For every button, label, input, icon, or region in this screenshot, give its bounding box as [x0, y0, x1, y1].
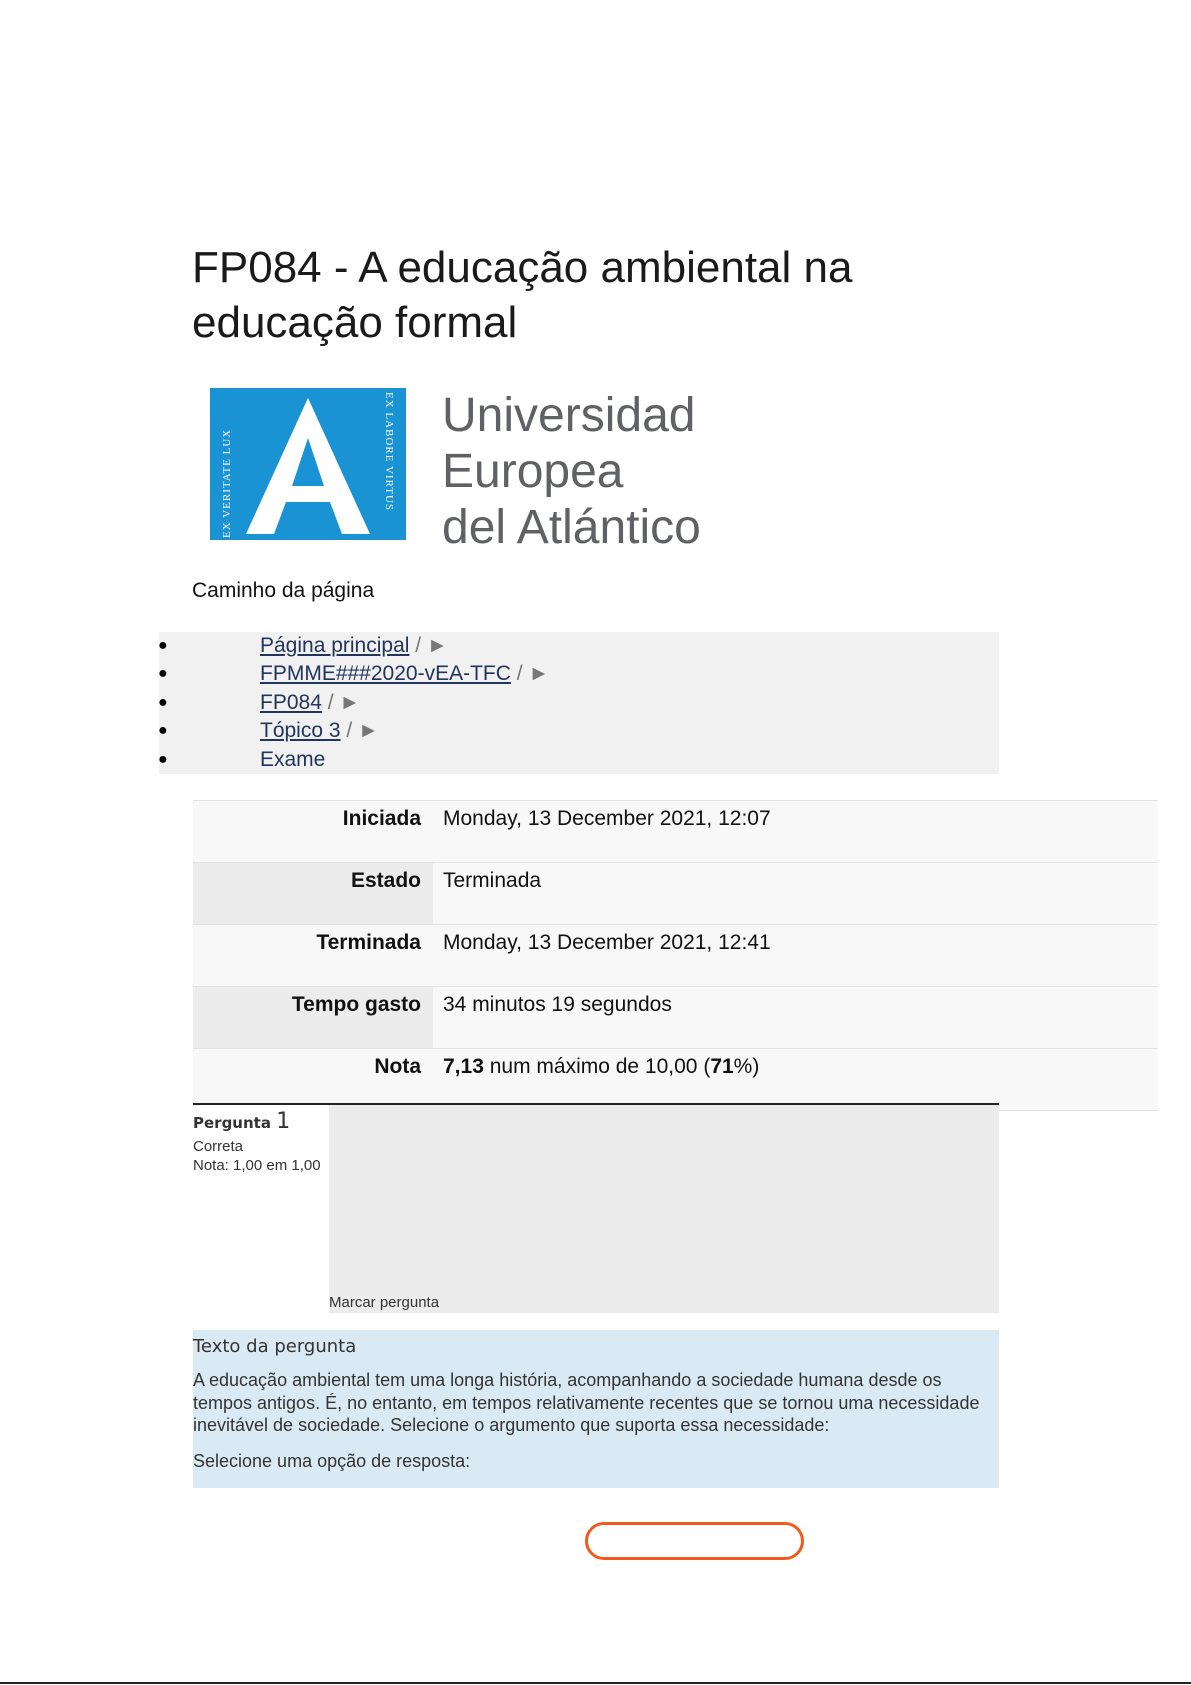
summary-value: Monday, 13 December 2021, 12:41: [433, 925, 1158, 986]
question-text-heading: Texto da pergunta: [193, 1336, 357, 1357]
summary-label: Nota: [193, 1049, 433, 1110]
bullet-icon: ●: [158, 722, 168, 740]
breadcrumb-item: [159, 632, 999, 660]
logo-motto-right: EX LABORE VIRTUS: [383, 392, 395, 512]
question-state: Correta: [193, 1138, 244, 1155]
separator: / ►: [327, 690, 361, 714]
arrow-right-icon: ►: [358, 719, 379, 743]
separator: / ►: [346, 719, 379, 743]
arrow-right-icon: ►: [339, 690, 361, 714]
arrow-right-icon: ►: [528, 662, 550, 686]
summary-label: Tempo gasto: [193, 987, 433, 1048]
breadcrumb-item: [159, 660, 999, 688]
grade-score: 7,13: [443, 1055, 484, 1078]
summary-value: Terminada: [433, 863, 1158, 924]
footer-divider: [0, 1682, 1191, 1684]
orange-outline-button[interactable]: [585, 1522, 804, 1560]
question-grade: Nota: 1,00 em 1,00: [193, 1157, 321, 1174]
bullet-icon: ●: [158, 750, 168, 768]
question-info: [193, 1103, 999, 1313]
separator: / ►: [415, 634, 448, 657]
logo-motto-left: EX VERITATE LUX: [221, 428, 233, 538]
summary-row-started: [193, 801, 1158, 863]
breadcrumb-link-home[interactable]: Página principal: [260, 634, 410, 657]
question-text-box: [193, 1330, 999, 1488]
answer-prompt: Selecione uma opção de resposta:: [193, 1450, 471, 1471]
logo-wordmark: [442, 388, 701, 556]
question-text: A educação ambiental tem uma longa história, acompanhando a sociedade humana desde os tempos antigos. É, no entanto, em tempos relativamente recentes que se tornou uma necessidade inevitável de sociedade. Selecione o argumento que suporta essa necessidade:: [193, 1370, 980, 1435]
breadcrumb-link-course[interactable]: FPMME###2020-vEA-TFC: [260, 662, 511, 686]
separator: / ►: [516, 662, 550, 686]
bullet-icon: ●: [158, 693, 168, 711]
breadcrumb-item: [159, 717, 999, 745]
logo-emblem: [210, 388, 406, 540]
summary-label: Terminada: [193, 925, 433, 986]
summary-label: Estado: [193, 863, 433, 924]
breadcrumb-item: [159, 746, 999, 774]
breadcrumb-link-topic[interactable]: Tópico 3: [260, 719, 341, 743]
summary-value: 34 minutos 19 segundos: [433, 987, 1158, 1048]
logo-line: del Atlántico: [442, 501, 701, 554]
question-number: Pergunta 1: [193, 1109, 291, 1134]
attempt-summary: [193, 800, 1158, 1111]
summary-row-time-taken: [193, 987, 1158, 1049]
grade-percent: 71: [710, 1055, 734, 1078]
breadcrumb-link-module[interactable]: FP084: [260, 690, 322, 714]
flag-question-button[interactable]: Marcar pergunta: [329, 1294, 440, 1311]
summary-label: Iniciada: [193, 801, 433, 862]
summary-value: 7,13 num máximo de 10,00 (71%): [433, 1049, 1158, 1110]
logo-line: Universidad: [442, 389, 696, 442]
breadcrumb-current: Exame: [260, 747, 326, 771]
arrow-right-icon: ►: [426, 634, 448, 657]
university-logo: [210, 388, 730, 554]
summary-row-grade: [193, 1049, 1158, 1111]
summary-row-finished: [193, 925, 1158, 987]
question-info-side: [193, 1105, 329, 1313]
summary-value: Monday, 13 December 2021, 12:07: [433, 801, 1158, 862]
summary-row-state: [193, 863, 1158, 925]
logo-line: Europea: [442, 445, 624, 498]
breadcrumb-item: [159, 689, 999, 717]
page-title: FP084 - A educação ambiental na educação formal: [192, 243, 853, 347]
breadcrumb-heading: Caminho da página: [192, 579, 375, 602]
bullet-icon: ●: [158, 637, 168, 654]
breadcrumb: [159, 632, 999, 774]
bullet-icon: ●: [158, 665, 168, 683]
